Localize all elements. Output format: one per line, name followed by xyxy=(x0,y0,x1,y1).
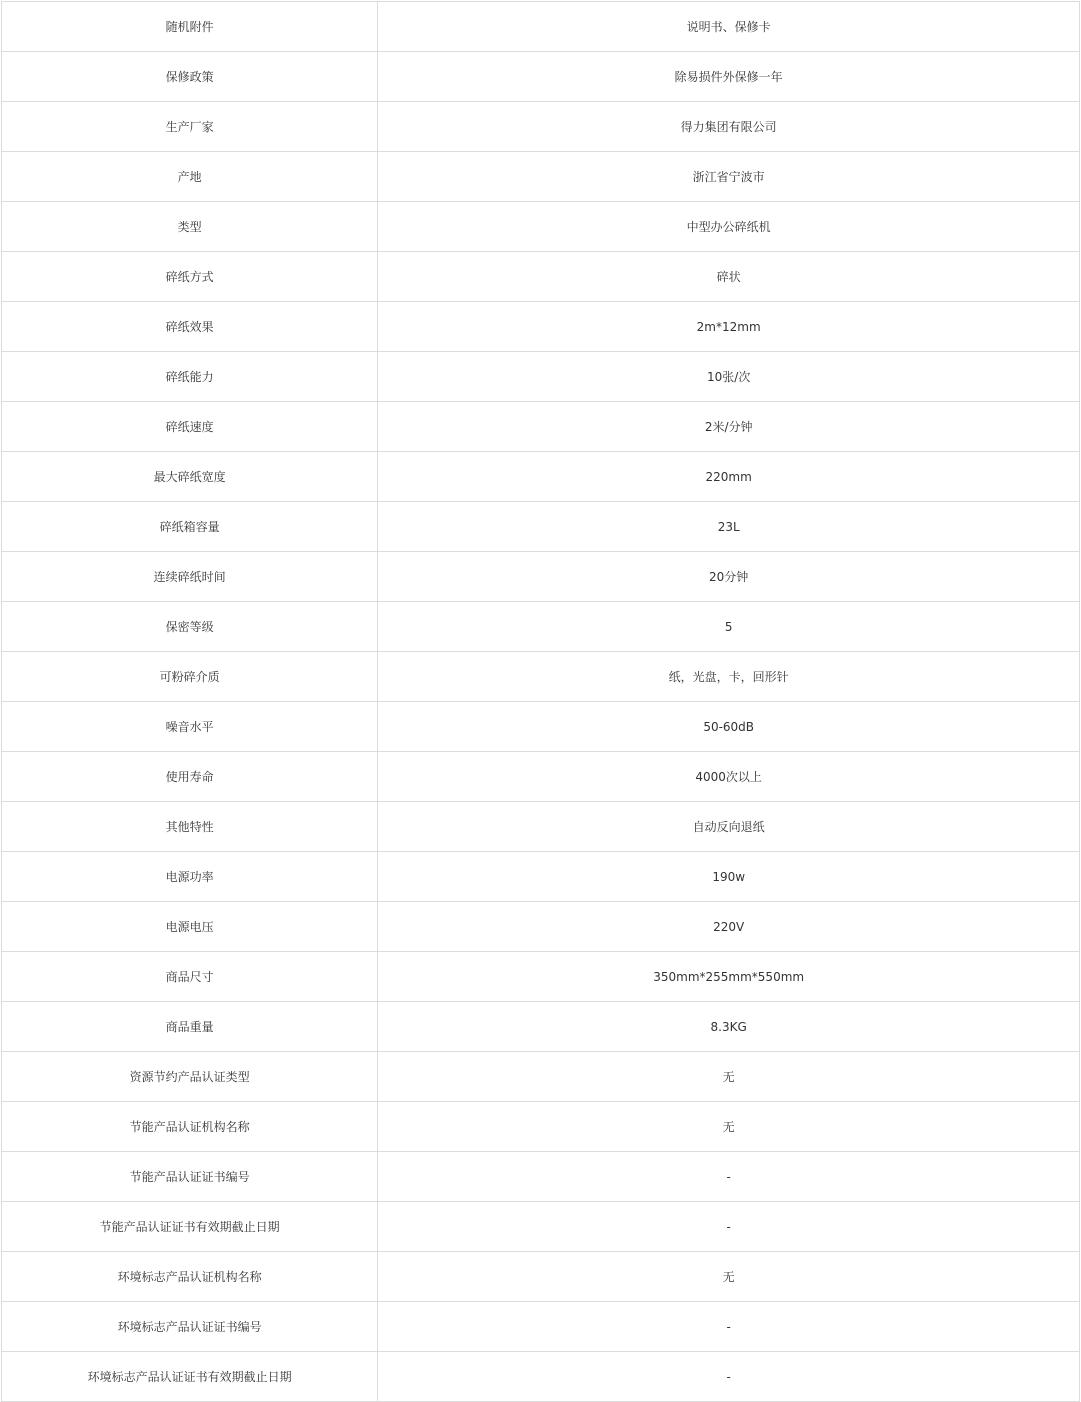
spec-value: 得力集团有限公司 xyxy=(378,102,1080,152)
spec-row xyxy=(2,952,1080,1002)
spec-value: 4000次以上 xyxy=(378,752,1080,802)
spec-label: 生产厂家 xyxy=(2,102,378,152)
spec-value: 无 xyxy=(378,1102,1080,1152)
spec-value: - xyxy=(378,1152,1080,1202)
spec-label: 商品尺寸 xyxy=(2,952,378,1002)
spec-label: 碎纸箱容量 xyxy=(2,502,378,552)
spec-label: 资源节约产品认证类型 xyxy=(2,1052,378,1102)
spec-value: 中型办公碎纸机 xyxy=(378,202,1080,252)
spec-value: 23L xyxy=(378,502,1080,552)
spec-value: 说明书、保修卡 xyxy=(378,2,1080,52)
spec-row xyxy=(2,1302,1080,1352)
spec-row xyxy=(2,352,1080,402)
spec-label: 其他特性 xyxy=(2,802,378,852)
spec-row xyxy=(2,752,1080,802)
spec-row xyxy=(2,1002,1080,1052)
spec-value: 220V xyxy=(378,902,1080,952)
spec-row xyxy=(2,202,1080,252)
spec-label: 电源电压 xyxy=(2,902,378,952)
spec-label: 保密等级 xyxy=(2,602,378,652)
spec-row xyxy=(2,552,1080,602)
spec-row xyxy=(2,852,1080,902)
spec-row xyxy=(2,102,1080,152)
spec-row xyxy=(2,252,1080,302)
spec-value: 除易损件外保修一年 xyxy=(378,52,1080,102)
spec-row xyxy=(2,502,1080,552)
spec-row xyxy=(2,652,1080,702)
spec-value: 20分钟 xyxy=(378,552,1080,602)
spec-value: 无 xyxy=(378,1052,1080,1102)
spec-label: 碎纸速度 xyxy=(2,402,378,452)
spec-label: 商品重量 xyxy=(2,1002,378,1052)
spec-value: 220mm xyxy=(378,452,1080,502)
spec-value: 10张/次 xyxy=(378,352,1080,402)
spec-row xyxy=(2,1102,1080,1152)
spec-label: 可粉碎介质 xyxy=(2,652,378,702)
spec-row xyxy=(2,2,1080,52)
spec-label: 环境标志产品认证证书有效期截止日期 xyxy=(2,1352,378,1402)
spec-label: 产地 xyxy=(2,152,378,202)
spec-label: 碎纸能力 xyxy=(2,352,378,402)
spec-row xyxy=(2,1202,1080,1252)
spec-table xyxy=(1,1,1080,1402)
spec-label: 节能产品认证证书编号 xyxy=(2,1152,378,1202)
spec-label: 使用寿命 xyxy=(2,752,378,802)
spec-value: 碎状 xyxy=(378,252,1080,302)
spec-row xyxy=(2,602,1080,652)
spec-value: 纸，光盘，卡，回形针 xyxy=(378,652,1080,702)
spec-label: 环境标志产品认证证书编号 xyxy=(2,1302,378,1352)
spec-value: 350mm*255mm*550mm xyxy=(378,952,1080,1002)
spec-value: 自动反向退纸 xyxy=(378,802,1080,852)
spec-table-body xyxy=(2,2,1080,1402)
spec-label: 碎纸方式 xyxy=(2,252,378,302)
spec-label: 节能产品认证机构名称 xyxy=(2,1102,378,1152)
spec-row xyxy=(2,452,1080,502)
spec-label: 噪音水平 xyxy=(2,702,378,752)
spec-label: 随机附件 xyxy=(2,2,378,52)
spec-value: 190w xyxy=(378,852,1080,902)
spec-value: 5 xyxy=(378,602,1080,652)
spec-value: 2米/分钟 xyxy=(378,402,1080,452)
spec-label: 连续碎纸时间 xyxy=(2,552,378,602)
spec-row xyxy=(2,802,1080,852)
spec-label: 最大碎纸宽度 xyxy=(2,452,378,502)
spec-label: 节能产品认证证书有效期截止日期 xyxy=(2,1202,378,1252)
spec-label: 保修政策 xyxy=(2,52,378,102)
spec-value: - xyxy=(378,1302,1080,1352)
spec-value: - xyxy=(378,1202,1080,1252)
spec-value: 浙江省宁波市 xyxy=(378,152,1080,202)
spec-value: 2m*12mm xyxy=(378,302,1080,352)
spec-value: 50-60dB xyxy=(378,702,1080,752)
spec-label: 环境标志产品认证机构名称 xyxy=(2,1252,378,1302)
spec-row xyxy=(2,902,1080,952)
spec-row xyxy=(2,1252,1080,1302)
spec-row xyxy=(2,1152,1080,1202)
spec-row xyxy=(2,1352,1080,1402)
spec-label: 电源功率 xyxy=(2,852,378,902)
spec-label: 碎纸效果 xyxy=(2,302,378,352)
spec-row xyxy=(2,1052,1080,1102)
spec-row xyxy=(2,402,1080,452)
spec-row xyxy=(2,302,1080,352)
spec-value: 无 xyxy=(378,1252,1080,1302)
spec-row xyxy=(2,52,1080,102)
spec-label: 类型 xyxy=(2,202,378,252)
spec-value: 8.3KG xyxy=(378,1002,1080,1052)
spec-row xyxy=(2,702,1080,752)
spec-row xyxy=(2,152,1080,202)
spec-value: - xyxy=(378,1352,1080,1402)
